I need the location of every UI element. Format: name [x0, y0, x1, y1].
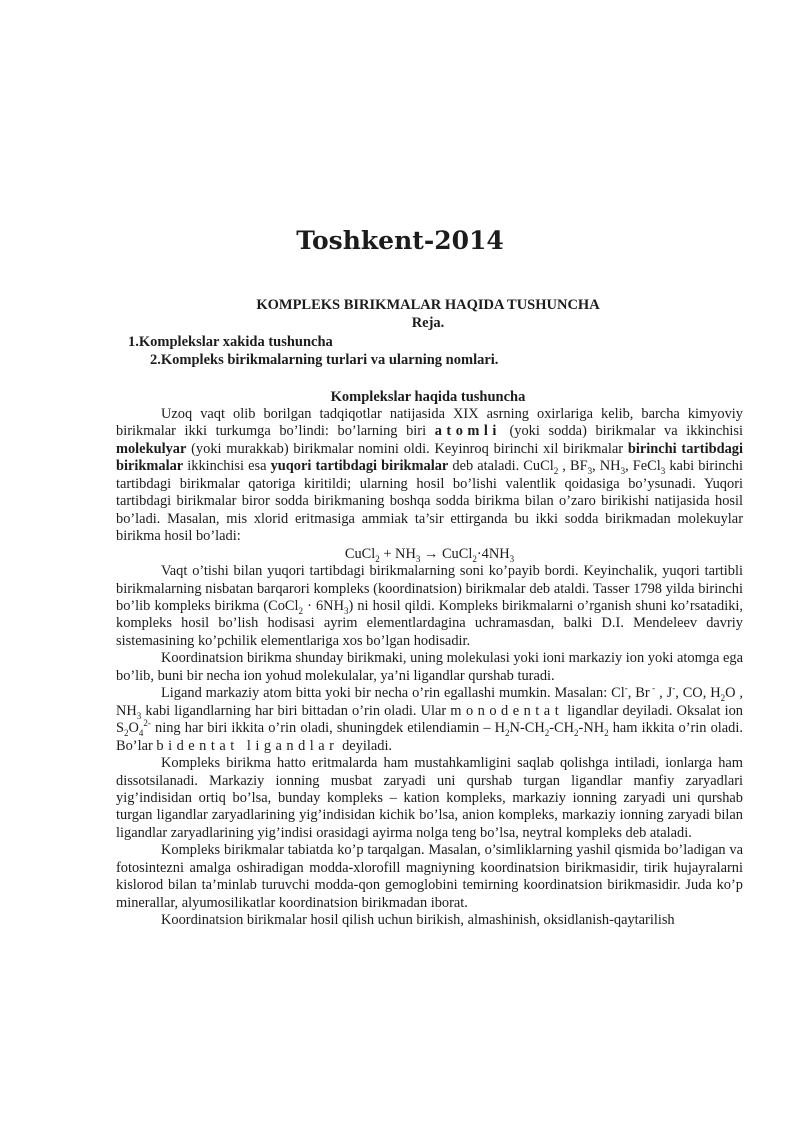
paragraph-7: Koordinatsion birikmalar hosil qilish uchun birikish, almashinish, oksidlanish-qaytarilish — [161, 912, 675, 929]
paragraph-3: Koordinatsion birikma shunday birikmaki, uning molekulasi yoki ioni markaziy ion yoki atomga ega bo’lib, buni bir necha ion yohud molekulalar, ya’ni ligandlar qurshab turadi. — [116, 650, 743, 684]
plan-item-2: 2.Kompleks birikmalarning turlari va ularning nomlari. — [150, 352, 499, 368]
paragraph-1: Uzoq vaqt olib borilgan tadqiqotlar natijasida XIX asrning oxirlariga kelib, barcha kimyoviy birikmalar ikki turkumga bo’lindi: bo’larning biri atomli (yoki sodda) birikmalar va ikkinchisi molekulyar (yoki murakkab) birikmalar nomini oldi. Keyinroq birinchi xil birikmalar birinchi tartibdagi birikmalar ikkinchisi esa yuqori tartibdagi birikmalar deb ataladi. CuCl$_2$ , $BF_3$, $NH_3$, FeCl$_3$ kabi birinchi tartibdagi birikmalar qatoriga kiritildi; ularning hosil bo’lishi valentlik qoidasiga bo’ysunadi. Yuqori tartibdagi birikmalar biror sodda birikmaning boshqa sodda birikma bilan o’zaro birikishi natijasida hosil bo’ladi. Masalan, mis xlorid eritmasiga ammiak ta’sir ettirganda bu ikki sodda birikmadan molekuylar birikma hosil bo’ladi: — [116, 406, 744, 545]
term-higher-order: yuqori tartibdagi birikmalar — [270, 458, 449, 475]
main-heading: KOMPLEKS BIRIKMALAR HAQIDA TUSHUNCHA — [256, 297, 600, 313]
body-text — [116, 406, 743, 930]
section-heading: Komplekslar haqida tushuncha — [330, 389, 526, 405]
document-title: Toshkent-2014 — [296, 226, 504, 255]
term-molekulyar: molekulyar — [116, 440, 187, 457]
paragraph-2: Vaqt o’tishi bilan yuqori tartibdagi birikmalarning soni ko’payib bordi. Keyinchalik, yuqori tartibli birikmalarning nisbatan barqarori kompleks (koordinatsion) birikmalar deb ataldi. Tasser 1798 yilda birinchi bo’lib kompleks birikma (CoCl$_2$ · $6NH_3$) ni hosil qildi. Kompleks birikmalarni o’rganish shuni ko’rsatadiki, kompleks hosil bo’lish hodisasi ayrim elementlardagina uchramasdan, balki D.I. Mendeleev davriy sistemasining ko’pchilik elementlariga xos bo’lgan hodisadir. — [116, 563, 744, 649]
paragraph-4: Ligand markaziy atom bitta yoki bir necha o’rin egallashi mumkin. Masalan: Cl-, Br - , J-, CO, $H_2O$ , $NH_3$ kabi ligandlarning har biri bittadan o’rin oladi. Ular monodentat ligandlar deyiladi. Oksalat ion $S_2O_4^{2-}$ ning har biri ikkita o’rin oladi, shuningdek etilendiamin – $H_2N-CH_2-CH_2-NH_2$ ham ikkita o’rin oladi. Bo’lar bidentat ligandlar deyiladi. — [116, 683, 744, 754]
term-atomli: atomli — [434, 423, 501, 440]
plan-item-1: 1.Komplekslar xakida tushuncha — [128, 334, 333, 350]
term-monodentat: monodentat — [450, 702, 564, 719]
reaction-formula: CuCl$_2$ + $NH_3$ → $CuCl_2\cdot 4NH_3$ — [344, 545, 515, 564]
paragraph-5: Kompleks birikma hatto eritmalarda ham mustahkamligini saqlab qolishga intiladi, ionlarga ham dissotsilanadi. Markaziy ionning musbat zaryadi uni qurshab turgan ligandlar manfiy zaryadlari yig’indisidan ortiq bo’lsa, bunday kompleks – kation kompleks, markaziy ionning zaryadi uni qurshab turgan ligandlar zaryadlarining yig’indisidan kichik bo’lsa, anion kompleks, markaziy ionning zaryadi bilan ligandlar zaryadlarining yig’indisi orasidagi ayirma nolga teng bo’lsa, neytral kompleks deb ataladi. — [116, 755, 743, 841]
plan-heading: Reja. — [411, 315, 445, 331]
term-bidentat: bidentat ligandlar — [156, 737, 339, 754]
paragraph-6: Kompleks birikmalar tabiatda ko’p tarqalgan. Masalan, o’simliklarning yashil qismida bo’ladigan va fotosintezni amalga oshiradigan modda-xlorofill magniyning koordinatsion birikmasidir, tirik hujayralarni kislorod bilan ta’minlab turuvchi modda-qon gemoglobini temirning koordinatsion birikmasidir. Juda ko’p minerallar, alyumosilikatlar koordinatsion birikmadan iborat. — [116, 842, 743, 911]
term-first-order: birinchi tartibdagi birikmalar — [116, 440, 743, 475]
